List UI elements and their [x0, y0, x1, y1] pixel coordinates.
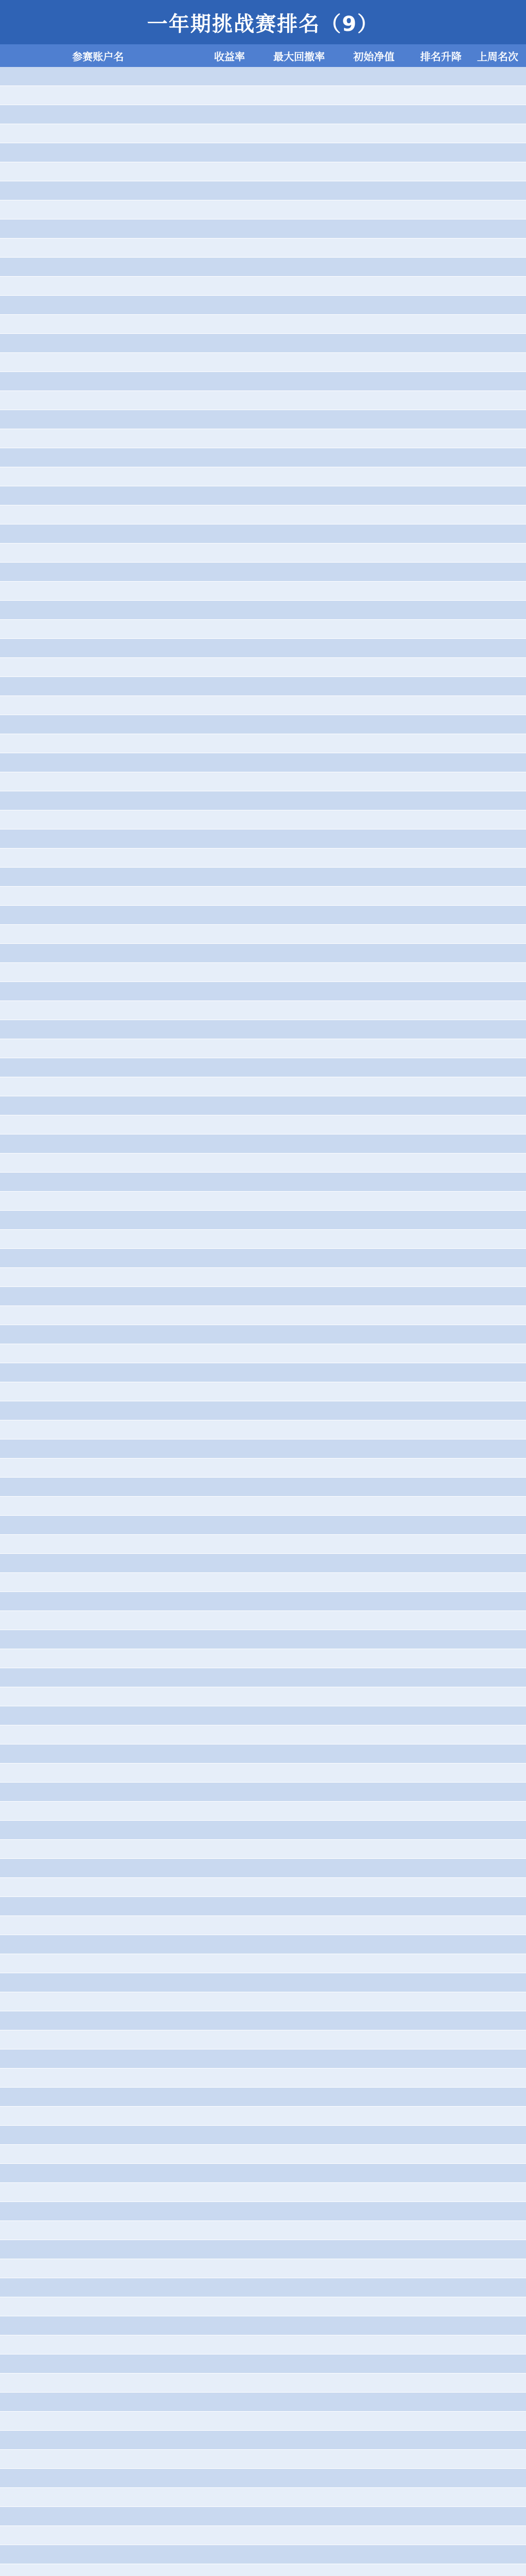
- table-row: [0, 2011, 526, 2030]
- ranking-table-body: [0, 67, 526, 2576]
- table-row: [0, 1687, 526, 1706]
- table-row: [0, 944, 526, 963]
- table-row: [0, 258, 526, 277]
- table-row: [0, 1706, 526, 1725]
- table-row: [0, 715, 526, 734]
- table-row: [0, 2049, 526, 2069]
- table-row: [0, 791, 526, 810]
- table-row: [0, 1154, 526, 1173]
- header-return: 收益率: [214, 50, 245, 63]
- table-row: [0, 277, 526, 296]
- table-row: [0, 829, 526, 849]
- table-row: [0, 1287, 526, 1306]
- table-row: [0, 1668, 526, 1687]
- table-row: [0, 1497, 526, 1516]
- table-row: [0, 2183, 526, 2202]
- table-row: [0, 524, 526, 544]
- header-max-drawdown: 最大回撤率: [273, 50, 325, 63]
- table-row: [0, 2316, 526, 2335]
- table-row: [0, 486, 526, 505]
- table-row: [0, 1916, 526, 1935]
- table-row: [0, 2374, 526, 2393]
- table-row: [0, 1039, 526, 1058]
- table-row: [0, 1973, 526, 1992]
- table-row: [0, 2126, 526, 2145]
- table-row: [0, 1764, 526, 1783]
- table-row: [0, 2564, 526, 2576]
- table-row: [0, 1459, 526, 1478]
- table-row: [0, 410, 526, 429]
- table-row: [0, 162, 526, 181]
- table-row: [0, 1954, 526, 1973]
- table-row: [0, 1840, 526, 1859]
- table-row: [0, 753, 526, 772]
- table-row: [0, 1020, 526, 1039]
- table-row: [0, 1211, 526, 1230]
- table-row: [0, 620, 526, 639]
- table-row: [0, 2145, 526, 2164]
- table-row: [0, 1382, 526, 1401]
- table-row: [0, 601, 526, 620]
- table-row: [0, 1249, 526, 1268]
- table-row: [0, 200, 526, 219]
- table-row: [0, 1802, 526, 1821]
- page-title: 一年期挑战赛排名（9）: [0, 0, 526, 44]
- table-row: [0, 1230, 526, 1249]
- table-row: [0, 849, 526, 868]
- table-row: [0, 2488, 526, 2507]
- table-row: [0, 448, 526, 467]
- table-row: [0, 563, 526, 582]
- table-row: [0, 734, 526, 753]
- table-row: [0, 2107, 526, 2126]
- table-row: [0, 2221, 526, 2240]
- table-row: [0, 467, 526, 486]
- table-row: [0, 2259, 526, 2278]
- table-row: [0, 2393, 526, 2412]
- table-row: [0, 906, 526, 925]
- table-row: [0, 2278, 526, 2297]
- table-row: [0, 1134, 526, 1154]
- table-row: [0, 1478, 526, 1497]
- table-row: [0, 2335, 526, 2354]
- table-row: [0, 372, 526, 391]
- table-row: [0, 544, 526, 563]
- table-row: [0, 868, 526, 887]
- table-row: [0, 1192, 526, 1211]
- table-row: [0, 296, 526, 315]
- table-row: [0, 86, 526, 105]
- table-row: [0, 1325, 526, 1344]
- table-row: [0, 1783, 526, 1802]
- table-row: [0, 315, 526, 334]
- table-row: [0, 677, 526, 696]
- table-row: [0, 105, 526, 124]
- table-row: [0, 982, 526, 1001]
- table-row: [0, 505, 526, 524]
- table-row: [0, 1268, 526, 1287]
- table-row: [0, 2240, 526, 2259]
- table-row: [0, 1363, 526, 1382]
- table-row: [0, 2354, 526, 2374]
- table-row: [0, 1611, 526, 1630]
- table-row: [0, 2412, 526, 2431]
- table-row: [0, 1344, 526, 1363]
- table-row: [0, 1859, 526, 1878]
- table-row: [0, 429, 526, 448]
- table-row: [0, 1420, 526, 1439]
- table-row: [0, 391, 526, 410]
- table-row: [0, 639, 526, 658]
- table-row: [0, 1115, 526, 1134]
- table-row: [0, 2297, 526, 2316]
- table-row: [0, 1096, 526, 1115]
- table-row: [0, 1439, 526, 1459]
- table-row: [0, 1573, 526, 1592]
- table-row: [0, 925, 526, 944]
- table-row: [0, 1992, 526, 2011]
- table-row: [0, 1077, 526, 1096]
- table-header: [0, 44, 526, 67]
- table-row: [0, 1935, 526, 1954]
- table-row: [0, 1744, 526, 1764]
- table-row: [0, 2030, 526, 2049]
- header-rank-change: 排名升降: [420, 50, 462, 63]
- table-row: [0, 181, 526, 200]
- table-row: [0, 2507, 526, 2526]
- table-row: [0, 1516, 526, 1535]
- table-row: [0, 1535, 526, 1554]
- table-row: [0, 1554, 526, 1573]
- table-row: [0, 124, 526, 143]
- header-initial-value: 初始净值: [353, 50, 395, 63]
- header-account: 参赛账户名: [72, 50, 124, 63]
- table-row: [0, 1878, 526, 1897]
- table-row: [0, 887, 526, 906]
- table-row: [0, 2545, 526, 2564]
- table-row: [0, 2469, 526, 2488]
- table-row: [0, 1897, 526, 1916]
- header-last-week-rank: 上周名次: [477, 50, 518, 63]
- table-row: [0, 2526, 526, 2545]
- table-row: [0, 1401, 526, 1420]
- table-row: [0, 1725, 526, 1744]
- table-row: [0, 67, 526, 86]
- table-row: [0, 334, 526, 353]
- table-row: [0, 1001, 526, 1020]
- table-row: [0, 143, 526, 162]
- table-row: [0, 810, 526, 829]
- table-row: [0, 582, 526, 601]
- table-row: [0, 1173, 526, 1192]
- table-row: [0, 658, 526, 677]
- table-row: [0, 696, 526, 715]
- table-row: [0, 219, 526, 239]
- table-row: [0, 2069, 526, 2088]
- table-row: [0, 353, 526, 372]
- table-row: [0, 1306, 526, 1325]
- table-row: [0, 1058, 526, 1077]
- table-row: [0, 1630, 526, 1649]
- table-row: [0, 2450, 526, 2469]
- table-row: [0, 2164, 526, 2183]
- table-row: [0, 963, 526, 982]
- table-row: [0, 1592, 526, 1611]
- table-row: [0, 772, 526, 791]
- table-row: [0, 2088, 526, 2107]
- table-row: [0, 2202, 526, 2221]
- table-row: [0, 2431, 526, 2450]
- table-row: [0, 239, 526, 258]
- table-row: [0, 1821, 526, 1840]
- table-row: [0, 1649, 526, 1668]
